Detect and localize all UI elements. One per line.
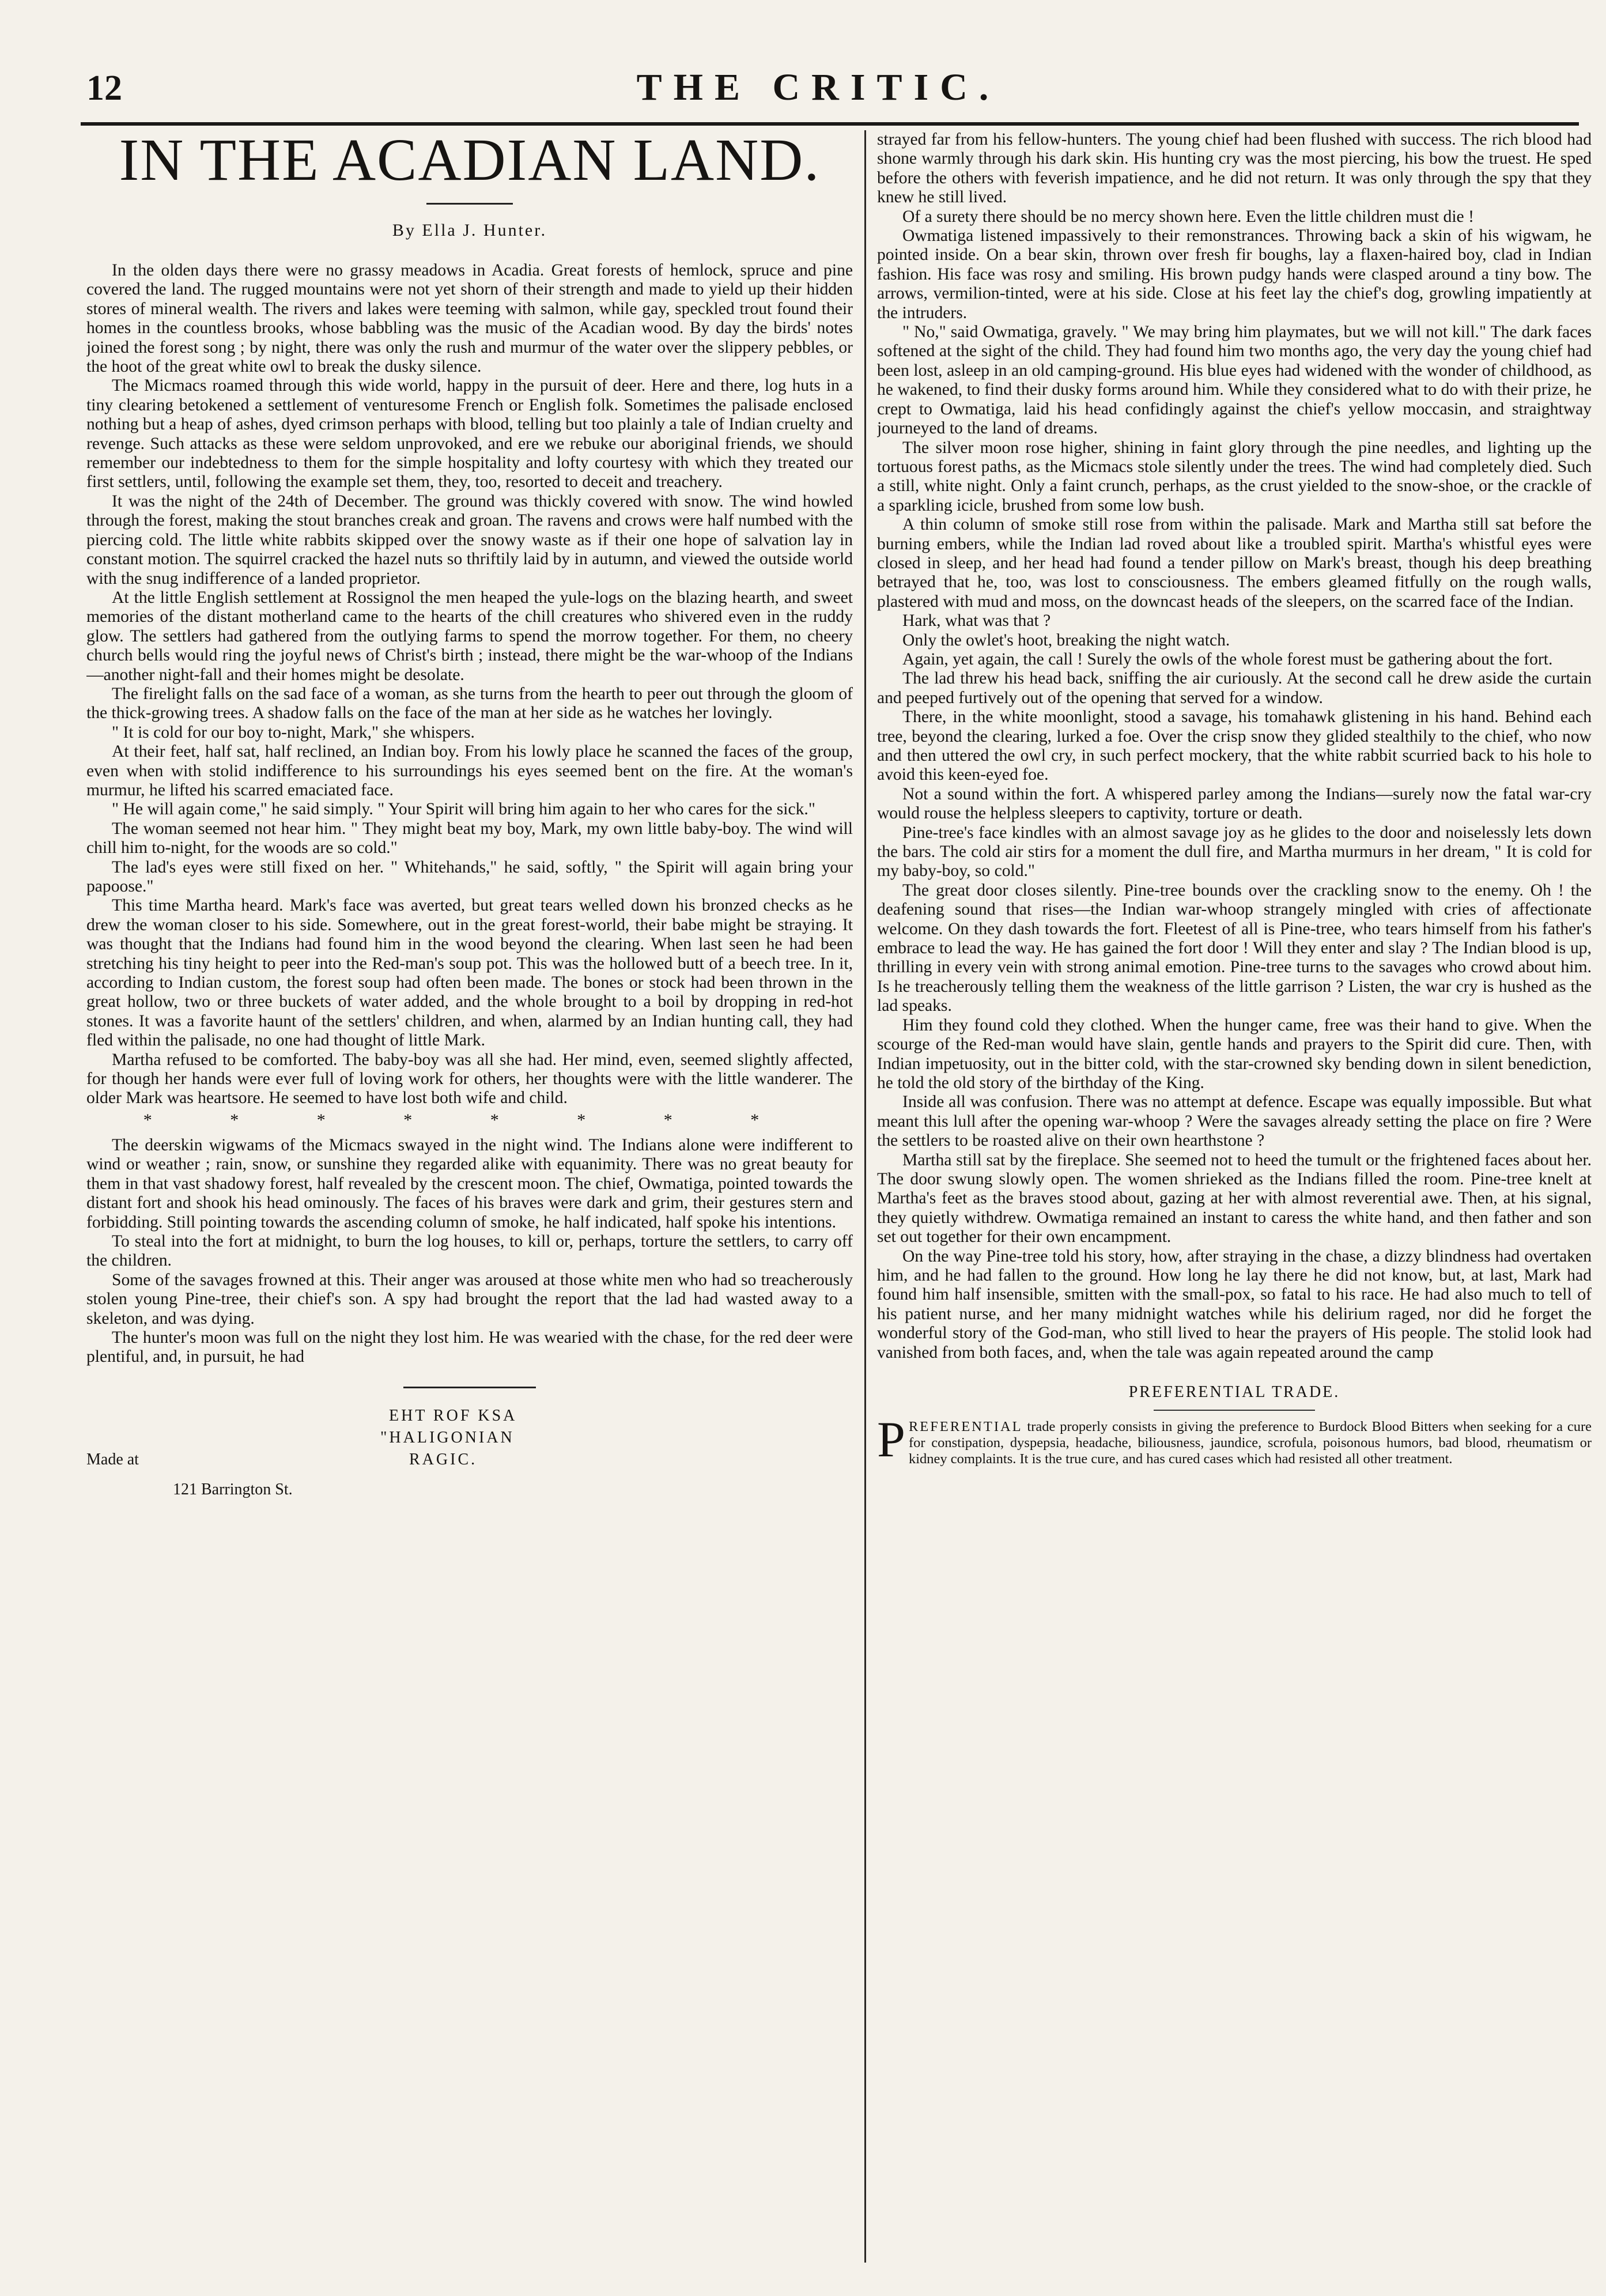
article-paragraph: A thin column of smoke still rose from within the palisade. Mark and Martha still sat before the burning embers, while the Indian lad roved about like a troubled spirit. Martha's whistful eyes were closed in sleep, and her head had found a tender pillow on Mark's breast, though his deep breathing betrayed that he, too, was lost to consciousness. The embers gleamed fitfully on the rough walls, plastered with mud and moss, on the downcast heads of the sleepers, on the scarred face of the Indian. <box>877 515 1592 611</box>
advert-line: EHT ROF KSA <box>389 1406 517 1425</box>
article-paragraph: Some of the savages frowned at this. Their anger was aroused at those white men who had so treacherously stolen young Pine-tree, their chief's son. A spy had brought the report that the lad had wasted away to a skeleton, and was dying. <box>86 1270 853 1328</box>
article-paragraph: There, in the white moonlight, stood a savage, his tomahawk glistening in his hand. Behind each tree, beyond the clearing, lurked a foe. Over the crisp snow they glided stealthily to the chief, who now and then uttered the owl cry, in such perfect mockery, that the white rabbit scurried back to his hole to avoid this keen-eyed foe. <box>877 708 1592 784</box>
article-paragraph: The Micmacs roamed through this wide world, happy in the pursuit of deer. Here and there, log huts in a tiny clearing betokened a settlement of venturesome French or English folk. Sometimes the palisade enclosed nothing but a heap of ashes, dyed crimson perhaps with blood, telling but too plainly a tale of Indian cruelty and revenge. Such attacks as these were seldom unprovoked, and ere we rebuke our aboriginal friends, we should remember our indebtedness to them for the simple hospitality and lofty courtesy with which they treated our first settlers, until, following the example set them, they, too, resorted to deceit and treachery. <box>86 376 853 492</box>
article-paragraph: The firelight falls on the sad face of a woman, as she turns from the hearth to peer out through the gloom of the thick-growing trees. A shadow falls on the face of the man at her side as he watches her lovingly. <box>86 684 853 723</box>
byline: By Ella J. Hunter. <box>392 221 547 240</box>
article-paragraph: The lad's eyes were still fixed on her. " Whitehands," he said, softly, " the Spirit will again bring your papoose." <box>86 858 853 896</box>
advert-made-at: Made at <box>86 1450 139 1468</box>
article-title: IN THE ACADIAN LAND. <box>119 130 821 193</box>
column-divider <box>864 130 866 2263</box>
page-number: 12 <box>86 69 122 108</box>
article-paragraph: The hunter's moon was full on the night they lost him. He was wearied with the chase, for the red deer were plentiful, and, in pursuit, he had <box>86 1328 853 1366</box>
article-paragraph: Not a sound within the fort. A whispered parley among the Indians—surely now the fatal war-cry would rouse the helpless sleepers to captivity, torture or death. <box>877 784 1592 823</box>
article-paragraph: At their feet, half sat, half reclined, an Indian boy. From his lowly place he scanned the faces of the group, even when with stolid indifference to his surroundings his eyes seemed bent on the fire. At the woman's murmur, he lifted his scarred emaciated face. <box>86 742 853 799</box>
article-paragraph: Only the owlet's hoot, breaking the night watch. <box>902 630 1230 649</box>
article-paragraph: The woman seemed not hear him. " They might beat my boy, Mark, my own little baby-boy. The wind will chill him to-night, for the woods are so cold." <box>86 819 853 858</box>
article-paragraph: In the olden days there were no grassy meadows in Acadia. Great forests of hemlock, spruce and pine covered the land. The rugged mountains were not yet shorn of their strength and made to yield up their hidden stores of mineral wealth. The rivers and lakes were teeming with salmon, while gay, speckled trout found their homes in the countless brooks, whose babbling was the music of the Acadian wood. By day the birds' notes joined the forest song ; by night, there was only the rush and murmur of the water over the slippery pebbles, or the hoot of the great white owl to break the dusky silence. <box>86 261 853 376</box>
advertisement <box>86 1406 853 1527</box>
article-paragraph: This time Martha heard. Mark's face was averted, but great tears welled down his bronzed checks as he drew the woman closer to his side. Somewhere, out in the great forest-world, their babe might be straying. It was thought that the Indians had found him in the wood beyond the clearing. When last seen he had been stretching his tiny height to peer into the Red-man's soup pot. This was the hollowed butt of a beech tree. In it, according to Indian custom, the forest soup had often been made. The bones or stock had been thrown in the great hollow, two or three buckets of water added, and the whole brought to a boil by dropping in red-hot stones. It was a favorite haunt of the settlers' children, and when, alarmed by an Indian hunting call, they had fled within the palisade, no one had thought of little Mark. <box>86 896 853 1050</box>
advert-line: "HALIGONIAN <box>380 1428 515 1447</box>
article-paragraph: strayed far from his fellow-hunters. The young chief had been flushed with success. The rich blood had shone warmly through his dark skin. His hunting cry was the most piercing, his bow the truest. He sped before the others with feverish impatience, and he did not return. It was only through the spy that they knew he still lived. <box>877 130 1592 207</box>
journal-name: THE CRITIC. <box>636 66 1000 108</box>
article-paragraph: At the little English settlement at Rossignol the men heaped the yule-logs on the blazing hearth, and sweet memories of the distant motherland came to the hearts of the chill creatures who shivered even in the ruddy glow. The settlers had gathered from the outlying farms to spend the morrow together. For them, no cheery church bells would ring the joyful news of Christ's birth ; instead, there might be the war-whoop of the Indians—another night-fall and their homes might be desolate. <box>86 588 853 684</box>
bottom-rule <box>403 1387 536 1388</box>
preferential-trade-notice <box>877 1412 1592 1468</box>
article-paragraph: " It is cold for our boy to-night, Mark," she whispers. <box>112 723 475 742</box>
section-stars: * * * * * * * * <box>143 1110 796 1130</box>
right-column <box>877 130 1592 2263</box>
notice-rule <box>1154 1410 1315 1411</box>
advert-address: 121 Barrington St. <box>173 1480 293 1498</box>
notice-body: trade properly consists in giving the preference to Burdock Blood Bitters when seeking for a cure for constipation, dyspepsia, headache, biliousness, jaundice, scrofula, poisonous humors, bad blood, rheumatism or kidney complaints. It is the true cure, and has cured cases which had resisted all other treatment. <box>908 1419 1592 1467</box>
article-paragraph: Pine-tree's face kindles with an almost savage joy as he glides to the door and noiselessly lets down the bars. The cold air stirs for a moment the dull fire, and Martha murmurs in her dream, " It is cold for my baby-boy, so cold." <box>877 823 1592 881</box>
article-paragraph: Owmatiga listened impassively to their remonstrances. Throwing back a skin of his wigwam, he pointed inside. On a bear skin, thrown over fresh fir boughs, lay a flaxen-haired boy, clad in Indian fashion. His face was rosy and smiling. His brown pudgy hands were clasped around a tiny bow. The arrows, vermilion-tinted, were at his side. Close at his feet lay the chief's dog, growling impatiently at the intruders. <box>877 226 1592 322</box>
notice-heading: PREFERENTIAL TRADE. <box>1128 1383 1340 1401</box>
left-column <box>86 130 853 2263</box>
drop-cap: P <box>877 1412 905 1468</box>
article-paragraph: Hark, what was that ? <box>902 611 1051 630</box>
article-paragraph: The great door closes silently. Pine-tree bounds over the crackling snow to the enemy. Oh ! the deafening sound that rises—the Indian war-whoop strangely mingled with cries of affectionate welcome. On they dash towards the fort. Fleetest of all is Pine-tree, who tears himself from his father's embrace to lead the way. He has gained the fort door ! Will they enter and slay ? The Indian blood is up, thrilling in every vein with strong animal emotion. Pine-tree turns to the savages who crowd about him. Is he treacherously telling them the weakness of the little garrison ? Listen, the war cry is hushed as the lad speaks. <box>877 881 1592 1015</box>
article-paragraph: It was the night of the 24th of December. The ground was thickly covered with snow. The wind howled through the forest, making the stout branches creak and groan. The ravens and crows were half numbed with the piercing cold. The little white rabbits skipped over the snowy waste as if their one hope of salvation lay in constant motion. The squirrel cracked the hazel nuts so thriftily laid by in autumn, and viewed the outside world with the snug indifference of a landed proprietor. <box>86 492 853 588</box>
article-paragraph: The silver moon rose higher, shining in faint glory through the pine needles, and lighting up the tortuous forest paths, as the Micmacs stole silently under the trees. The wind had completely died. Such a still, white night. Only a faint crunch, perhaps, as the crust yielded to the snow-shoe, or the crackle of a sparkling icicle, brushed from some low bush. <box>877 438 1592 515</box>
article-paragraph: The lad threw his head back, sniffing the air curiously. At the second call he drew aside the curtain and peeped furtively out of the opening that served for a window. <box>877 669 1592 707</box>
article-paragraph: Him they found cold they clothed. When the hunger came, free was their hand to give. When the scourge of the Red-man would have slain, gentle hands and prayers to the Spirit did cure. Then, with Indian impetuosity, out in the bitter cold, with the star-crowned sky bending down in silent benediction, he told the old story of the birthday of the King. <box>877 1015 1592 1092</box>
article-paragraph: Martha refused to be comforted. The baby-boy was all she had. Her mind, even, seemed slightly affected, for though her hands were ever full of loving work for others, her thoughts were with the little wanderer. The older Mark was heartsore. He seemed to have lost both wife and child. <box>86 1050 853 1108</box>
article-paragraph: On the way Pine-tree told his story, how, after straying in the chase, a dizzy blindness had overtaken him, and he had fallen to the ground. How long he lay there he did not know, but, at last, Mark had found him half insensible, smitten with the small-pox, so fatal to his race. He had also much to tell of his patient nurse, and her many midnight watches while his delirium raged, nor did he forget the wonderful story of the God-man, who still lived to hear the prayers of His people. The stolid look had vanished from both faces, and, when the tale was again repeated around the camp <box>877 1247 1592 1362</box>
article-paragraph: " No," said Owmatiga, gravely. " We may bring him playmates, but we will not kill." The dark faces softened at the sight of the child. They had found him two months ago, the very day the young chief had been lost, asleep in an old camping-ground. His blue eyes had widened with the wonder of childhood, as he wakened, to find their dusky forms around him. While they considered what to do with their prize, he crept to Owmatiga, laid his head confidingly against the chief's yellow moccasin, and straightway journeyed to the land of dreams. <box>877 323 1592 438</box>
head-rule <box>81 122 1579 126</box>
notice-lead: REFERENTIAL <box>908 1419 1023 1434</box>
article-paragraph: Again, yet again, the call ! Surely the owls of the whole forest must be gathering about the fort. <box>902 649 1553 669</box>
article-paragraph: The deerskin wigwams of the Micmacs swayed in the night wind. The Indians alone were indifferent to wind or weather ; rain, snow, or sunshine they regarded alike with equanimity. There was no great beauty for them in that vast shadowy forest, half revealed by the crescent moon. The chief, Owmatiga, pointed towards the distant fort and shook his head ominously. The faces of his braves were dark and grim, their gestures stern and forbidding. Still pointing towards the ascending column of smoke, he half indicated, half spoke his intentions. <box>86 1135 853 1232</box>
article-paragraph: Martha still sat by the fireplace. She seemed not to heed the tumult or the frightened faces about her. The door swung slowly open. The women shrieked as the Indians filled the room. Pine-tree knelt at Martha's feet as the braves stood about, gazing at her with almost reverential awe. Then, at his signal, they quietly withdrew. Owmatiga remained an instant to caress the white hand, and then father and son set out together for their own encampment. <box>877 1150 1592 1247</box>
advert-line: RAGIC. <box>409 1450 478 1468</box>
running-head <box>58 63 1579 115</box>
article-paragraph: " He will again come," he said simply. " Your Spirit will bring him again to her who cares for the sick." <box>112 800 815 819</box>
article-paragraph: Inside all was confusion. There was no attempt at defence. Escape was equally impossible. But what meant this lull after the opening war-whoop ? Were the savages already setting the place on fire ? Were the settlers to be roasted alive on their own hearthstone ? <box>877 1093 1592 1150</box>
article-paragraph: Of a surety there should be no mercy shown here. Even the little children must die ! <box>902 207 1474 226</box>
article-paragraph: To steal into the fort at midnight, to burn the log houses, to kill or, perhaps, torture the settlers, to carry off the children. <box>86 1232 853 1270</box>
title-rule <box>426 203 513 205</box>
